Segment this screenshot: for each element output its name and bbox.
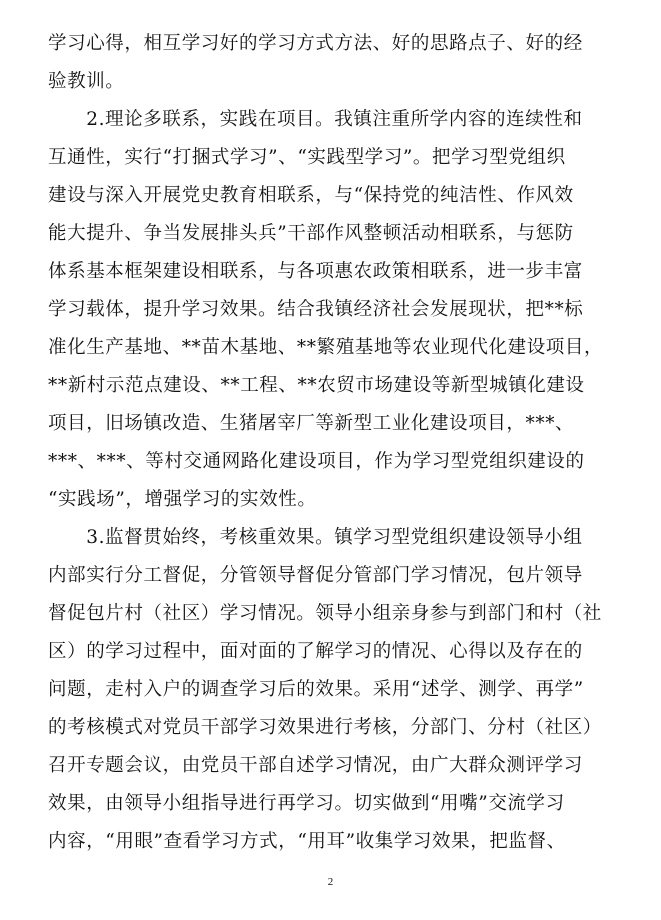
text-line-2: 验教训。 — [48, 71, 125, 92]
text-line-1: 学习心得，相互学习好的学习方式方法、好的思路点子、好的经 — [48, 33, 583, 54]
text-line-13: “实践场”，增强学习的实效性。 — [48, 489, 317, 510]
text-line-16: 督促包片村（社区）学习情况。领导小组亲身参与到部门和村（社 — [48, 603, 602, 624]
text-line-22: 内容，“用眼”查看学习方式，“用耳”收集学习效果，把监督、 — [48, 831, 566, 852]
text-line-8: 学习载体，提升学习效果。结合我镇经济社会发展现状，把**标 — [48, 299, 584, 320]
text-line-5: 建设与深入开展党史教育相联系，与“保持党的纯洁性、作风效 — [48, 185, 574, 206]
text-line-20: 召开专题会议，由党员干部自述学习情况，由广大群众测评学习 — [48, 755, 583, 776]
text-line-14: 3.监督贯始终，考核重效果。镇学习型党组织建设领导小组 — [48, 527, 583, 548]
text-line-15: 内部实行分工督促，分管领导督促分管部门学习情况，包片领导 — [48, 565, 583, 586]
text-line-17: 区）的学习过程中，面对面的了解学习的情况、心得以及存在的 — [48, 641, 583, 662]
text-line-12: ***、***、等村交通网路化建设项目，作为学习型党组织建设的 — [48, 451, 585, 472]
text-line-18: 问题，走村入户的调查学习后的效果。采用“述学、测学、再学” — [48, 679, 584, 700]
text-line-4: 互通性，实行“打捆式学习”、“实践型学习”。把学习型党组织 — [48, 147, 566, 168]
text-line-9: 准化生产基地、**苗木基地、**繁殖基地等农业现代化建设项目， — [48, 337, 604, 358]
text-line-7: 体系基本框架建设相联系，与各项惠农政策相联系，进一步丰富 — [48, 261, 583, 282]
text-line-11: 项目，旧场镇改造、生猪屠宰厂等新型工业化建设项目，***、 — [48, 413, 575, 434]
page-number: 2 — [327, 876, 334, 888]
text-line-10: **新村示范点建设、**工程、**农贸市场建设等新型城镇化建设 — [48, 375, 585, 396]
text-line-6: 能大提升、争当发展排头兵”干部作风整顿活动相联系，与惩防 — [48, 223, 574, 244]
text-line-21: 效果，由领导小组指导进行再学习。切实做到“用嘴”交流学习 — [48, 793, 565, 814]
text-line-3: 2.理论多联系，实践在项目。我镇注重所学内容的连续性和 — [48, 109, 583, 130]
text-line-19: 的考核模式对党员干部学习效果进行考核，分部门、分村（社区） — [48, 717, 602, 738]
